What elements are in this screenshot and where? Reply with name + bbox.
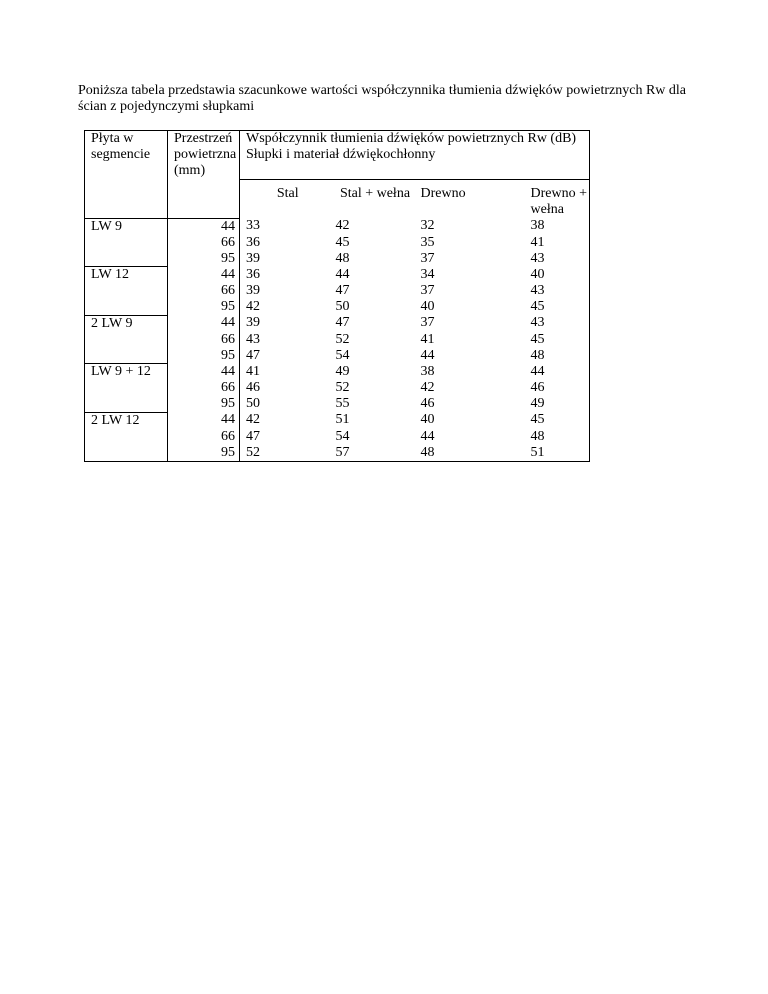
value-cell: 36: [240, 267, 330, 284]
value-cell: 37: [420, 283, 435, 298]
value-cell: 41: [420, 331, 435, 347]
value-cell: 51: [525, 445, 590, 462]
header-board-line1: Płyta w: [91, 131, 134, 146]
value-cell: 52: [335, 380, 350, 395]
airspace-cell: 44: [168, 267, 240, 284]
value-cell: 48: [525, 429, 590, 445]
value-cell: 52: [335, 331, 350, 347]
segment-name: LW 9: [85, 218, 168, 235]
value-cell: 40: [525, 267, 590, 284]
table-row: [85, 218, 590, 235]
value-cell: 55: [335, 396, 350, 411]
value-cell: 43: [525, 251, 590, 267]
airspace-cell: 66: [168, 429, 240, 445]
value-cell: 45: [525, 412, 590, 429]
value-cell: 54: [335, 347, 350, 363]
value-cell: 52: [240, 445, 330, 462]
airspace-cell: 44: [168, 364, 240, 381]
value-cell: 41: [525, 235, 590, 251]
segment-name: LW 12: [85, 267, 168, 284]
airspace-cell: 66: [168, 332, 240, 348]
value-cell: 32: [420, 218, 435, 233]
table-row: [85, 315, 590, 332]
intro-paragraph: Poniższa tabela przedstawia szacunkowe wartości współczynnika tłumienia dźwięków powietrznych Rw dla ścian z pojedynczymi słupkami: [78, 83, 687, 114]
table-row: [85, 396, 590, 412]
value-cell: 42: [335, 218, 350, 233]
segment-name-empty: [85, 235, 168, 251]
value-cell: 40: [420, 412, 435, 427]
header-group: [240, 131, 590, 180]
table-row: [85, 364, 590, 381]
value-cell: 44: [420, 347, 435, 363]
value-cell: 36: [240, 235, 330, 251]
value-cell: 38: [420, 363, 435, 379]
airspace-cell: 95: [168, 251, 240, 267]
table-row: [85, 380, 590, 396]
segment-name-empty: [85, 283, 168, 299]
header-airspace-line3: (mm): [174, 163, 206, 178]
table-row: [85, 283, 590, 299]
subheader-wood-wool-line1: Drewno +: [530, 186, 587, 201]
value-cell: 43: [525, 283, 590, 299]
table-row: [85, 348, 590, 364]
airspace-cell: 44: [168, 218, 240, 235]
value-cell: 46: [420, 396, 435, 411]
value-cell: 51: [335, 412, 350, 427]
value-cell: 44: [420, 428, 435, 444]
header-airspace-line2: powietrzna: [174, 147, 237, 162]
value-cell: 44: [335, 266, 350, 282]
airspace-cell: 66: [168, 283, 240, 299]
header-airspace-line1: Przestrzeń: [174, 131, 233, 146]
table-row: [85, 267, 590, 284]
header-airspace: [168, 131, 240, 219]
header-board: [85, 131, 168, 219]
value-cell: 46: [525, 380, 590, 396]
value-cell: 45: [525, 332, 590, 348]
value-cell: 48: [335, 250, 350, 266]
table-row: [85, 299, 590, 315]
subheader-steel-wool: Stal + wełna: [339, 186, 411, 201]
table-row: [85, 332, 590, 348]
header-row: [85, 131, 590, 180]
value-cell: 42: [240, 299, 330, 315]
value-cell: 43: [240, 332, 330, 348]
value-cell: 50: [335, 299, 350, 314]
value-cell: 45: [335, 234, 350, 250]
segment-name: LW 9 + 12: [85, 364, 168, 381]
value-cell: 48: [415, 445, 525, 462]
value-cell: 47: [335, 283, 350, 298]
value-cell: 42: [420, 380, 435, 395]
value-cell: 47: [240, 348, 330, 364]
segment-name-empty: [85, 396, 168, 412]
subheader-wood-wool: [525, 180, 590, 219]
table-row: [85, 251, 590, 267]
airspace-cell: 44: [168, 412, 240, 429]
value-cell: 37: [420, 250, 435, 266]
value-cell: 41: [240, 364, 330, 381]
airspace-cell: 95: [168, 396, 240, 412]
subheader-wood-wool-line2: wełna: [530, 202, 564, 217]
table-row: [85, 412, 590, 429]
segment-name-empty: [85, 332, 168, 348]
value-cell: 44: [525, 364, 590, 381]
value-cell: 35: [420, 234, 435, 250]
table-row: [85, 429, 590, 445]
value-cell: 39: [240, 315, 330, 332]
segment-name-empty: [85, 380, 168, 396]
value-cell: 47: [240, 429, 330, 445]
segment-name-empty: [85, 251, 168, 267]
header-group-line1: Współczynnik tłumienia dźwięków powietrznych Rw (dB): [246, 131, 577, 146]
segment-name-empty: [85, 348, 168, 364]
value-cell: 37: [420, 315, 435, 330]
value-cell: 47: [335, 315, 350, 330]
value-cell: 46: [240, 380, 330, 396]
segment-name: 2 LW 12: [85, 412, 168, 429]
value-cell: 39: [240, 283, 330, 299]
header-group-line2: Słupki i materiał dźwiękochłonny: [246, 147, 436, 162]
segment-name-empty: [85, 429, 168, 445]
value-cell: 39: [240, 251, 330, 267]
header-board-line2: segmencie: [91, 147, 151, 162]
value-cell: 33: [240, 218, 330, 235]
airspace-cell: 95: [168, 299, 240, 315]
airspace-cell: 95: [168, 445, 240, 462]
value-cell: 34: [420, 266, 435, 282]
value-cell: 48: [525, 348, 590, 364]
value-cell: 43: [525, 315, 590, 332]
value-cell: 54: [335, 428, 350, 444]
value-cell: 49: [335, 363, 350, 379]
airspace-cell: 44: [168, 315, 240, 332]
value-cell: 57: [330, 445, 415, 462]
sound-insulation-table: [84, 130, 590, 462]
segment-name: 2 LW 9: [85, 315, 168, 332]
value-cell: 50: [240, 396, 330, 412]
airspace-cell: 66: [168, 380, 240, 396]
airspace-cell: 66: [168, 235, 240, 251]
table-row: [85, 445, 590, 462]
segment-name-empty: [85, 299, 168, 315]
subheader-wood: Drewno: [420, 186, 466, 201]
subheader-steel: Stal: [240, 180, 330, 219]
value-cell: 40: [420, 299, 435, 314]
value-cell: 45: [525, 299, 590, 315]
table-row: [85, 235, 590, 251]
value-cell: 42: [240, 412, 330, 429]
airspace-cell: 95: [168, 348, 240, 364]
segment-name-empty: [85, 445, 168, 462]
value-cell: 38: [525, 218, 590, 235]
value-cell: 49: [525, 396, 590, 412]
